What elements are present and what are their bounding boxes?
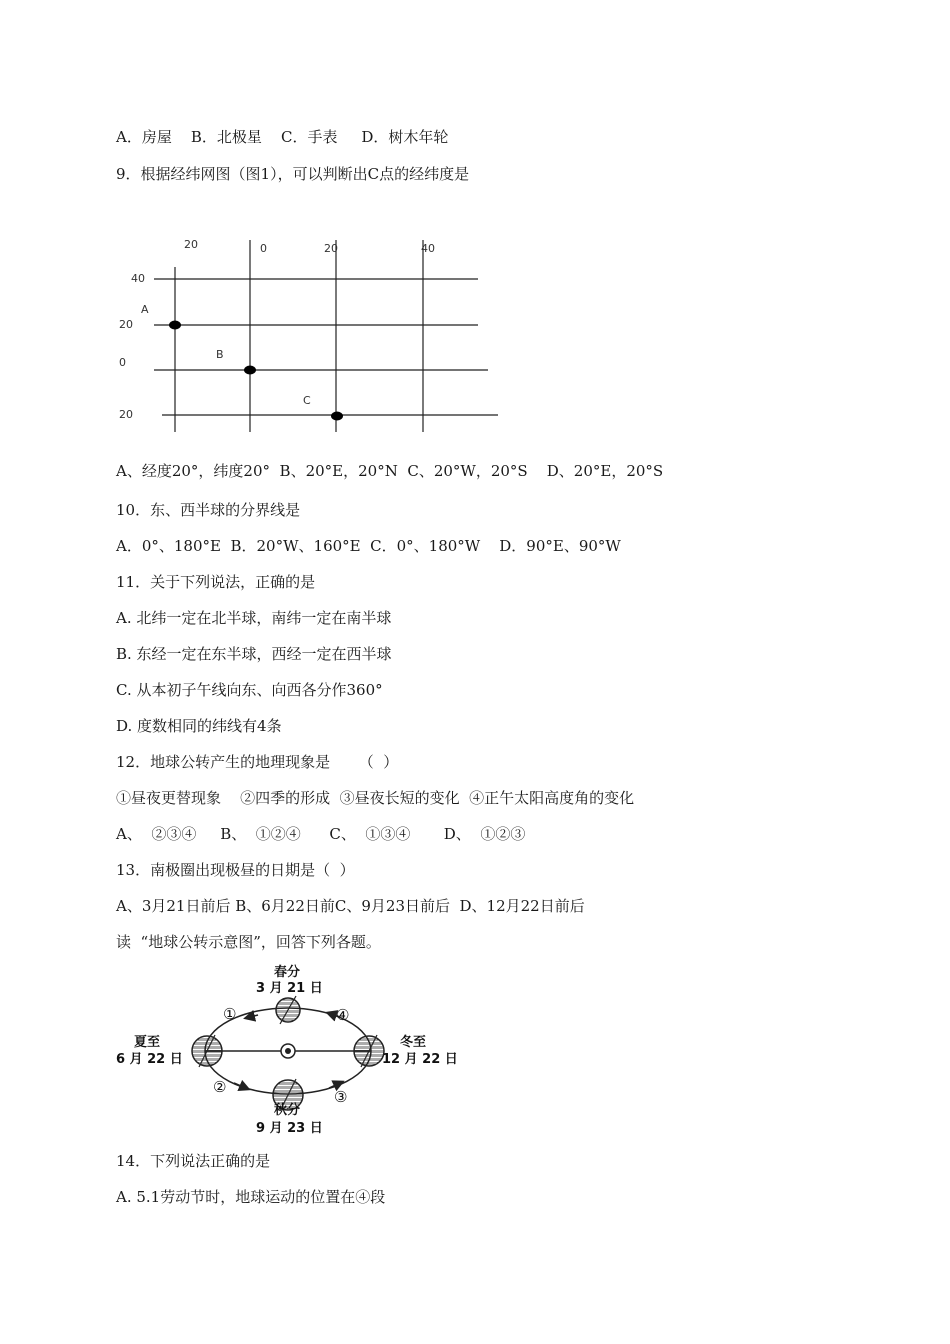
q11-option-b: B. 东经一定在东半球，西经一定在西半球 [116,645,392,663]
earth-revolution-figure [110,962,470,1140]
lat-label-20s: 20 [119,408,133,421]
q11-option-d: D. 度数相同的纬线有4条 [116,717,282,735]
earth-winter [354,1035,384,1067]
segment-4-label: ④ [336,1006,350,1024]
lat-lon-grid-figure [110,230,510,440]
earth-summer [192,1035,222,1067]
lat-label-40: 40 [131,272,145,285]
point-c-marker [331,412,343,421]
lon-label-20e: 20 [324,242,338,255]
q14-stem: 14．下列说法正确的是 [116,1152,271,1170]
lon-label-20w: 20 [184,238,198,251]
autumn-date: 9 月 23 日 [256,1121,323,1136]
segment-3-label: ③ [334,1088,348,1106]
lat-label-0: 0 [119,356,126,369]
point-label-a: A [141,303,149,316]
summer-name: 夏至 [134,1035,161,1050]
winter-name: 冬至 [400,1035,427,1050]
q9-stem: 9．根据经纬网图（图1），可以判断出C点的经纬度是 [116,165,470,183]
winter-date: 12 月 22 日 [382,1052,458,1067]
q12-items: ①昼夜更替现象 ②四季的形成 ③昼夜长短的变化 ④正午太阳高度角的变化 [116,789,635,807]
q12-options: A、 ②③④ B、 ①②④ C、 ①③④ D、 ①②③ [116,825,526,843]
lat-label-20n: 20 [119,318,133,331]
reading-prompt: 读 “地球公转示意图”，回答下列各题。 [116,933,381,951]
q13-stem: 13．南极圈出现极昼的日期是（ ） [116,861,355,879]
q10-stem: 10．东、西半球的分界线是 [116,501,301,519]
q11-option-c: C. 从本初子午线向东、向西各分作360° [116,681,383,699]
segment-1-label: ① [223,1005,237,1023]
lon-label-40e: 40 [421,242,435,255]
spring-date: 3 月 21 日 [256,981,323,996]
autumn-name: 秋分 [274,1103,301,1118]
q10-options: A．0°、180°E B．20°W、160°E C．0°、180°W D．90°E、90°W [116,537,621,555]
segment-2-label: ② [213,1078,227,1096]
spring-name: 春分 [274,965,301,980]
point-b-marker [244,366,256,375]
q12-stem: 12．地球公转产生的地理现象是 （ ） [116,753,399,771]
summer-date: 6 月 22 日 [116,1052,183,1067]
earth-spring [276,996,300,1024]
point-label-b: B [216,348,224,361]
q11-stem: 11．关于下列说法，正确的是 [116,573,316,591]
q8-options: A．房屋 B．北极星 C．手表 D．树木年轮 [116,128,449,146]
lon-label-0: 0 [260,242,267,255]
q11-option-a: A. 北纬一定在北半球，南纬一定在南半球 [116,609,392,627]
grid-lines [154,240,498,432]
point-label-c: C [303,394,311,407]
q9-options: A、经度20°，纬度20° B、20°E，20°N C、20°W，20°S D、20°E，20°S [116,462,664,480]
point-a-marker [169,321,181,330]
q14-option-a: A. 5.1劳动节时，地球运动的位置在④段 [116,1188,386,1206]
sun-icon [281,1044,295,1058]
q13-options: A、3月21日前后 B、6月22日前C、9月23日前后 D、12月22日前后 [116,897,585,915]
